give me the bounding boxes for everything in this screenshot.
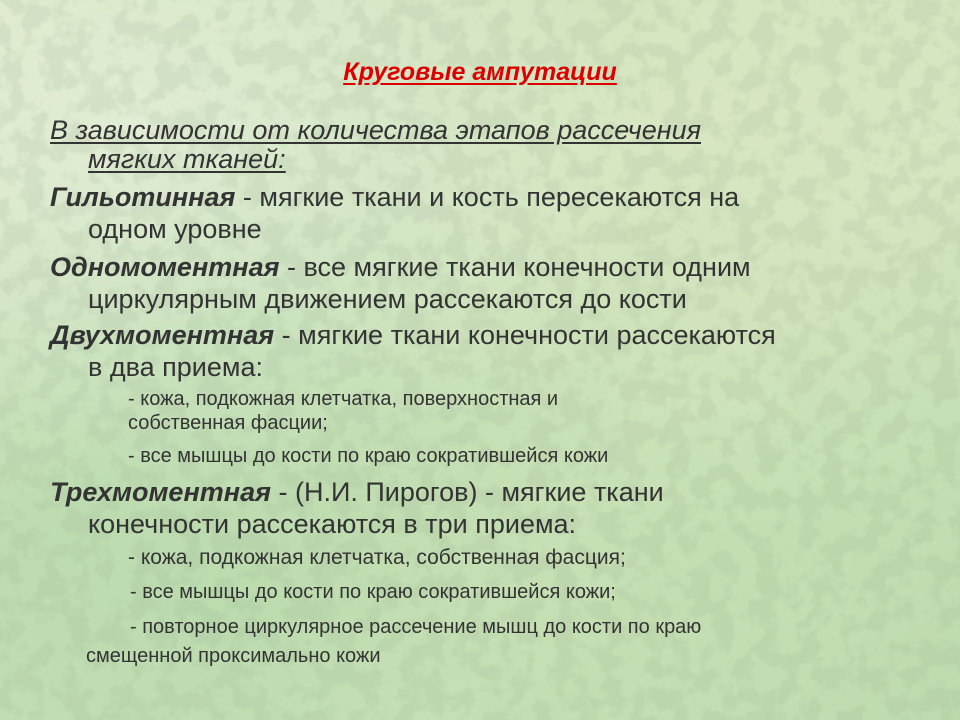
amputation-type-two-stage [50, 319, 930, 383]
three-stage-step-2: - все мышцы до кости по краю сократившейся кожи; [130, 581, 616, 603]
term-guillotine: Гильотинная [50, 182, 236, 212]
slide-title: Круговые ампутации [343, 58, 617, 86]
three-stage-step-1: - кожа, подкожная клетчатка, собственная фасция; [128, 546, 626, 569]
term-one-stage: Одномоментная [50, 252, 280, 282]
three-stage-step-3-cont: смещенной проксимально кожи [86, 645, 381, 667]
definition-guillotine: - мягкие ткани и кость пересекаются на [235, 182, 740, 212]
intro-line-1: В зависимости от количества этапов рассечения [50, 115, 702, 145]
two-stage-step-1-cont: собственная фасции; [128, 412, 328, 434]
definition-three-stage: - (Н.И. Пирогов) - мягкие ткани [270, 477, 664, 507]
definition-two-stage-cont: в два приема: [88, 352, 263, 382]
definition-three-stage-cont: конечности рассекаются в три приема: [88, 509, 577, 539]
amputation-type-guillotine [50, 181, 930, 245]
definition-two-stage: - мягкие ткани конечности рассекаются [274, 320, 776, 350]
term-three-stage: Трехмоментная [50, 477, 271, 507]
three-stage-step-3: - повторное циркулярное рассечение мышц до кости по краю [130, 616, 702, 638]
definition-guillotine-cont: одном уровне [88, 214, 262, 244]
term-two-stage: Двухмоментная [50, 320, 275, 350]
intro-text [50, 116, 850, 174]
definition-one-stage: - все мягкие ткани конечности одним [279, 252, 751, 282]
amputation-type-three-stage [50, 476, 930, 540]
definition-one-stage-cont: циркулярным движением рассекаются до кости [88, 284, 687, 314]
amputation-type-one-stage [50, 251, 930, 315]
two-stage-step-1: - кожа, подкожная клетчатка, поверхностная и [128, 388, 559, 410]
intro-line-2: мягких тканей: [88, 144, 286, 174]
two-stage-step-2: - все мышцы до кости по краю сократившейся кожи [128, 445, 609, 467]
